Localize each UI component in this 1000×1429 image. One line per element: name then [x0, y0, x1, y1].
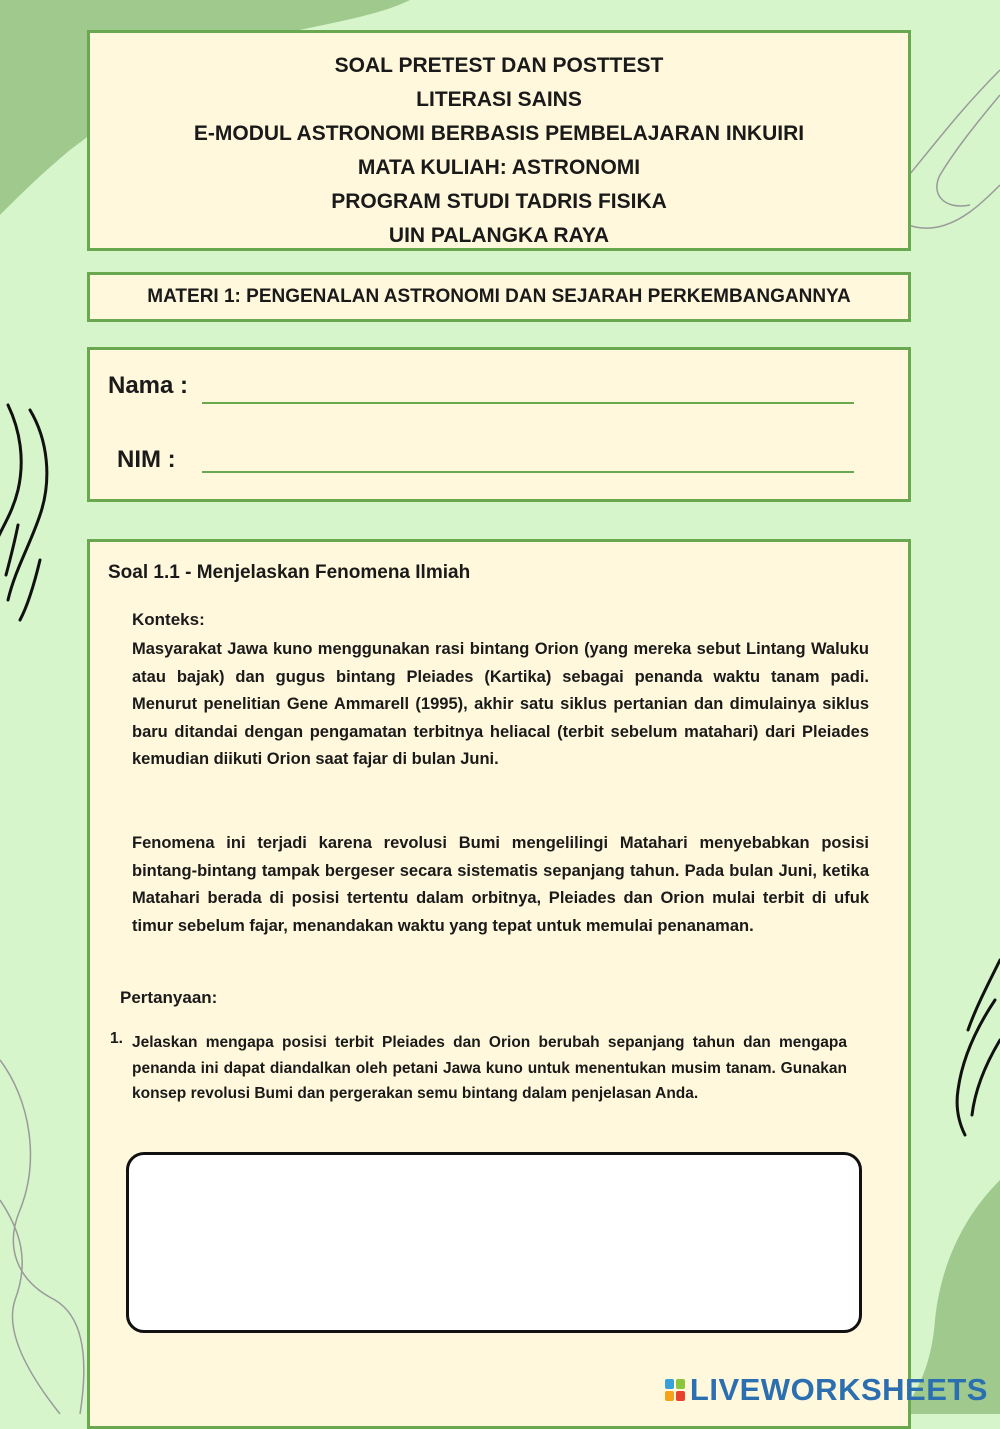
header-line: UIN PALANGKA RAYA — [388, 224, 610, 247]
identity-box — [87, 347, 911, 502]
question-text: Jelaskan mengapa posisi terbit Pleiades dan Orion berubah sepanjang tahun dan mengapa penanda ini dapat diandalkan oleh petani Jawa kuno untuk menentukan musim tanam. Gunakan konsep revolusi Bumi dan pergerakan semu bintang dalam penjelasan Anda. — [132, 1034, 847, 1102]
context-paragraph: Masyarakat Jawa kuno menggunakan rasi bintang Orion (yang mereka sebut Lintang Waluku atau bajak) dan gugus bintang Pleiades (Kartika) sebagai penanda waktu tanam padi. Menurut penelitian Gene Ammarell (1995), akhir satu siklus pertanian dan dimulainya siklus baru ditandai dengan pengamatan terbitnya heliacal (terbit sebelum matahari) dari Pleiades kemudian diikuti Orion saat fajar di bulan Juni. — [132, 640, 869, 768]
context-label: Konteks: — [132, 610, 205, 629]
context-paragraph: Fenomena ini terjadi karena revolusi Bumi mengelilingi Matahari menyebabkan posisi bintang-bintang tampak bergeser secara sistematis sepanjang tahun. Pada bulan Juni, ketika Matahari berada di posisi tertentu dalam orbitnya, Pleiades dan Orion mulai terbit di ufuk timur sebelum fajar, menandakan waktu yang tepat untuk memulai penanaman. — [132, 834, 869, 935]
nim-input[interactable] — [202, 471, 854, 473]
liveworksheets-logo-icon — [664, 1378, 686, 1402]
question-number: 1. — [110, 1030, 123, 1047]
header-line: MATA KULIAH: ASTRONOMI — [357, 156, 641, 179]
name-label: Nama : — [108, 372, 189, 399]
header-line: E-MODUL ASTRONOMI BERBASIS PEMBELAJARAN INKUIRI — [193, 122, 805, 145]
question-title: Soal 1.1 - Menjelaskan Fenomena Ilmiah — [108, 562, 471, 583]
name-input[interactable] — [202, 402, 854, 404]
liveworksheets-logo-text: LIVEWORKSHEETS — [689, 1372, 988, 1407]
question-label: Pertanyaan: — [120, 988, 218, 1007]
header-line: PROGRAM STUDI TADRIS FISIKA — [331, 190, 667, 213]
header-box — [87, 30, 911, 251]
header-line: SOAL PRETEST DAN POSTTEST — [334, 54, 664, 77]
materi-title: MATERI 1: PENGENALAN ASTRONOMI DAN SEJARAH PERKEMBANGANNYA — [87, 272, 911, 322]
answer-textbox[interactable] — [126, 1152, 862, 1333]
question-box — [87, 539, 911, 1429]
header-line: LITERASI SAINS — [416, 88, 582, 111]
liveworksheets-logo — [664, 1372, 988, 1408]
nim-label: NIM : — [117, 446, 176, 473]
